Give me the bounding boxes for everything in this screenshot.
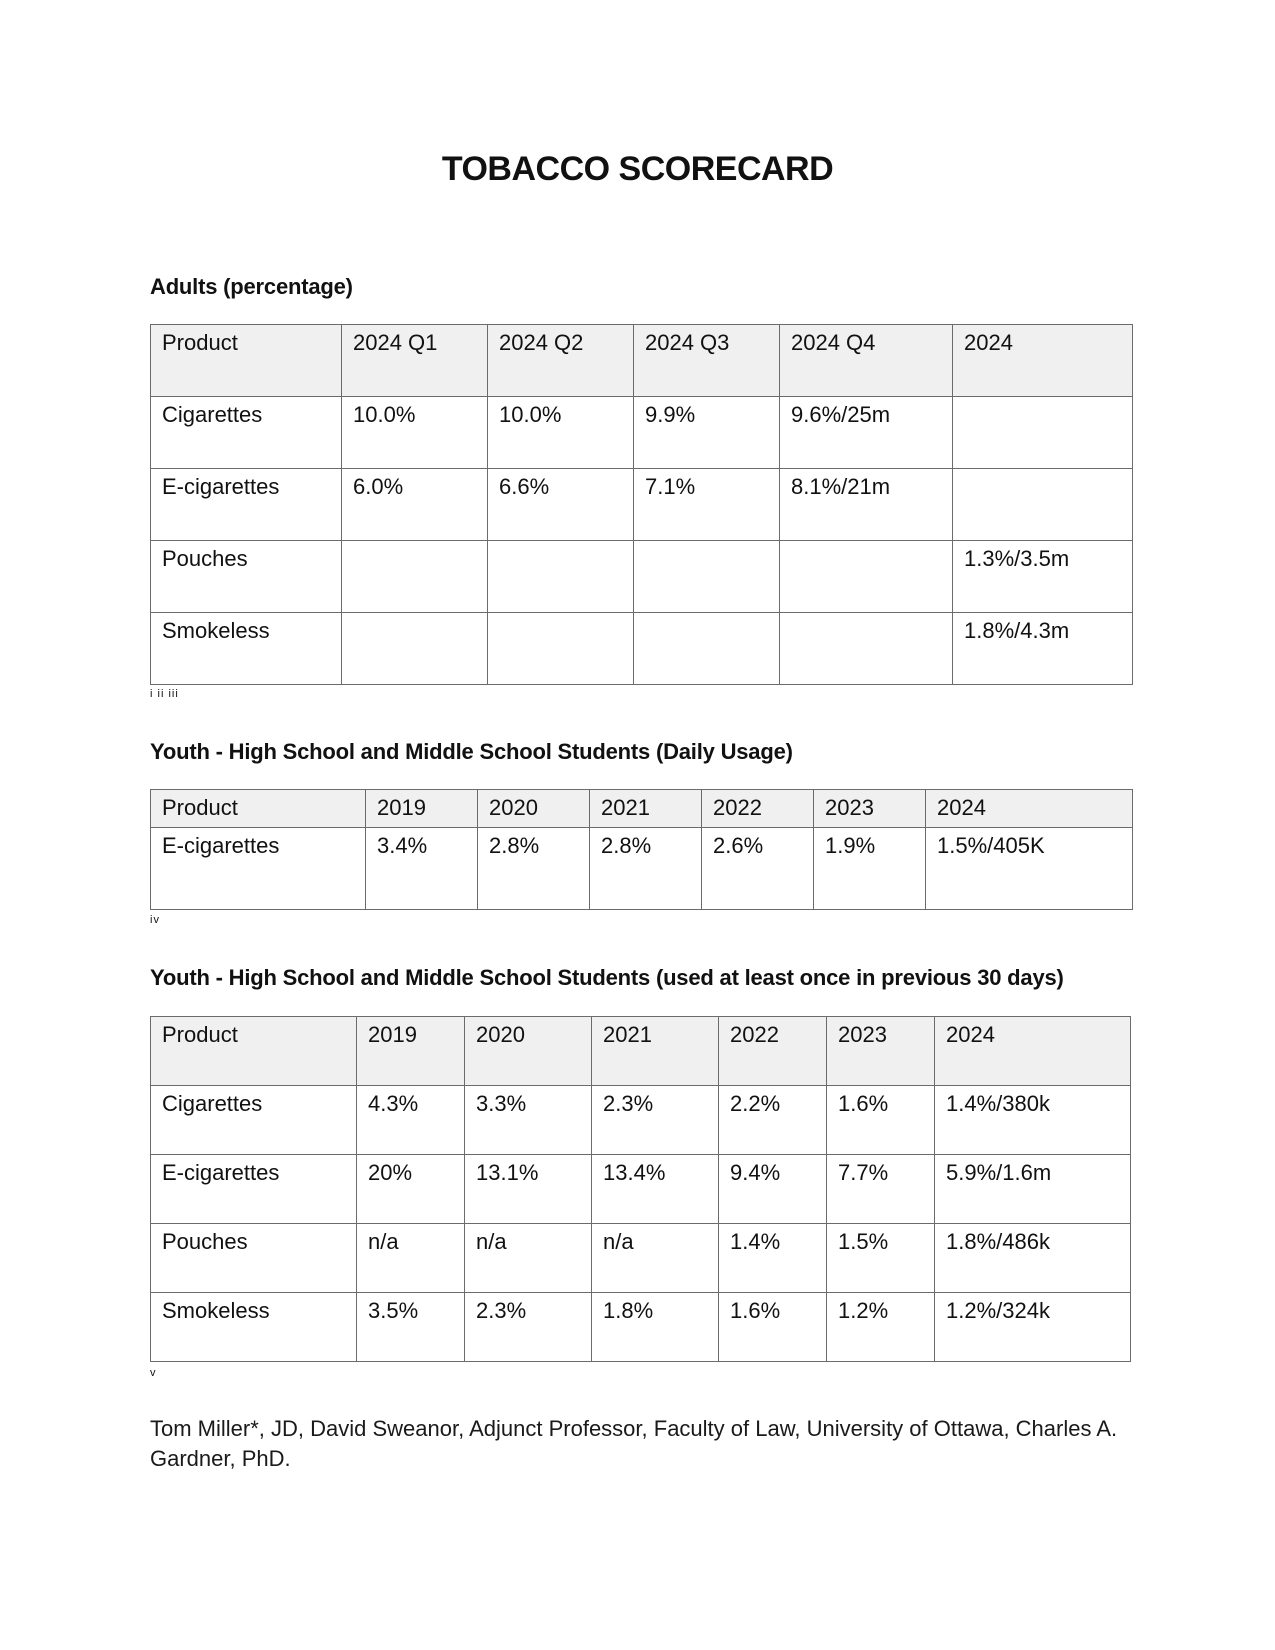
table-cell: n/a [357, 1224, 465, 1293]
column-header: 2023 [827, 1017, 935, 1086]
table-cell: 7.1% [634, 469, 780, 541]
column-header: 2024 [926, 790, 1133, 828]
table-row [151, 613, 1133, 685]
youth-daily-table [150, 789, 1133, 910]
column-header: 2024 Q1 [342, 325, 488, 397]
table-cell: 9.4% [719, 1155, 827, 1224]
column-header: Product [151, 790, 366, 828]
table-cell [953, 469, 1133, 541]
table-cell: 3.5% [357, 1293, 465, 1362]
table-header-row [151, 1017, 1131, 1086]
table-cell: 2.8% [590, 828, 702, 910]
table-cell: 2.2% [719, 1086, 827, 1155]
table-cell: n/a [592, 1224, 719, 1293]
table-cell: 4.3% [357, 1086, 465, 1155]
table-cell: 1.9% [814, 828, 926, 910]
table-cell: 1.5%/405K [926, 828, 1133, 910]
table-row [151, 469, 1133, 541]
footnote-markers: v [150, 1367, 157, 1379]
table-cell: E-cigarettes [151, 828, 366, 910]
table-row [151, 1155, 1131, 1224]
table-row [151, 397, 1133, 469]
column-header: 2024 Q3 [634, 325, 780, 397]
table-row [151, 1086, 1131, 1155]
youth-daily-heading: Youth - High School and Middle School Students (Daily Usage) [150, 739, 793, 764]
table-cell [780, 613, 953, 685]
table-cell: 9.9% [634, 397, 780, 469]
column-header: 2022 [702, 790, 814, 828]
adults-table [150, 324, 1133, 685]
column-header: Product [151, 1017, 357, 1086]
column-header: 2021 [590, 790, 702, 828]
column-header: 2020 [478, 790, 590, 828]
column-header: 2024 [935, 1017, 1131, 1086]
table-cell: 20% [357, 1155, 465, 1224]
table-cell: 2.6% [702, 828, 814, 910]
table-cell: 10.0% [342, 397, 488, 469]
table-cell: Smokeless [151, 1293, 357, 1362]
table-cell: 1.2%/324k [935, 1293, 1131, 1362]
column-header: 2019 [366, 790, 478, 828]
table-cell: 6.0% [342, 469, 488, 541]
table-cell: 1.2% [827, 1293, 935, 1362]
table-cell: 8.1%/21m [780, 469, 953, 541]
table-cell: 7.7% [827, 1155, 935, 1224]
table-cell: 9.6%/25m [780, 397, 953, 469]
column-header: 2019 [357, 1017, 465, 1086]
table-row [151, 1224, 1131, 1293]
table-cell: Cigarettes [151, 1086, 357, 1155]
column-header: 2024 Q2 [488, 325, 634, 397]
table-cell: 1.8%/486k [935, 1224, 1131, 1293]
table-cell: n/a [465, 1224, 592, 1293]
column-header: 2024 Q4 [780, 325, 953, 397]
table-cell: 5.9%/1.6m [935, 1155, 1131, 1224]
table-cell: E-cigarettes [151, 1155, 357, 1224]
table-header-row [151, 325, 1133, 397]
table-cell: 6.6% [488, 469, 634, 541]
table-cell: Pouches [151, 541, 342, 613]
table-cell [634, 541, 780, 613]
column-header: Product [151, 325, 342, 397]
table-cell [488, 613, 634, 685]
column-header: 2023 [814, 790, 926, 828]
table-cell [342, 613, 488, 685]
table-cell [342, 541, 488, 613]
table-row [151, 1293, 1131, 1362]
page-title: TOBACCO SCORECARD [441, 150, 834, 188]
footnote-markers: iv [150, 914, 160, 926]
table-cell: 1.4% [719, 1224, 827, 1293]
table-row [151, 828, 1133, 910]
column-header: 2020 [465, 1017, 592, 1086]
table-cell: 2.8% [478, 828, 590, 910]
column-header: 2022 [719, 1017, 827, 1086]
table-cell [634, 613, 780, 685]
table-cell: Smokeless [151, 613, 342, 685]
youth-30day-table [150, 1016, 1131, 1362]
table-cell: 3.4% [366, 828, 478, 910]
table-cell: 1.3%/3.5m [953, 541, 1133, 613]
table-cell: 3.3% [465, 1086, 592, 1155]
column-header: 2021 [592, 1017, 719, 1086]
table-header-row [151, 790, 1133, 828]
table-cell: E-cigarettes [151, 469, 342, 541]
footnote-markers: i ii iii [150, 688, 179, 700]
table-cell: Pouches [151, 1224, 357, 1293]
table-cell: 10.0% [488, 397, 634, 469]
table-cell: 2.3% [465, 1293, 592, 1362]
table-cell [780, 541, 953, 613]
table-cell: 1.6% [719, 1293, 827, 1362]
youth-30day-heading: Youth - High School and Middle School Students (used at least once in previous 30 days) [150, 965, 1064, 990]
table-cell: 1.4%/380k [935, 1086, 1131, 1155]
table-cell [488, 541, 634, 613]
table-cell: 13.4% [592, 1155, 719, 1224]
column-header: 2024 [953, 325, 1133, 397]
table-cell: 2.3% [592, 1086, 719, 1155]
table-cell [953, 397, 1133, 469]
table-cell: 1.8% [592, 1293, 719, 1362]
table-cell: 13.1% [465, 1155, 592, 1224]
adults-heading: Adults (percentage) [150, 274, 353, 299]
table-cell: 1.5% [827, 1224, 935, 1293]
table-cell: 1.6% [827, 1086, 935, 1155]
table-cell: 1.8%/4.3m [953, 613, 1133, 685]
table-cell: Cigarettes [151, 397, 342, 469]
author-credits: Tom Miller*, JD, David Sweanor, Adjunct Professor, Faculty of Law, University of Ottawa, Charles A. Gardner, PhD. [150, 1416, 1118, 1471]
table-row [151, 541, 1133, 613]
